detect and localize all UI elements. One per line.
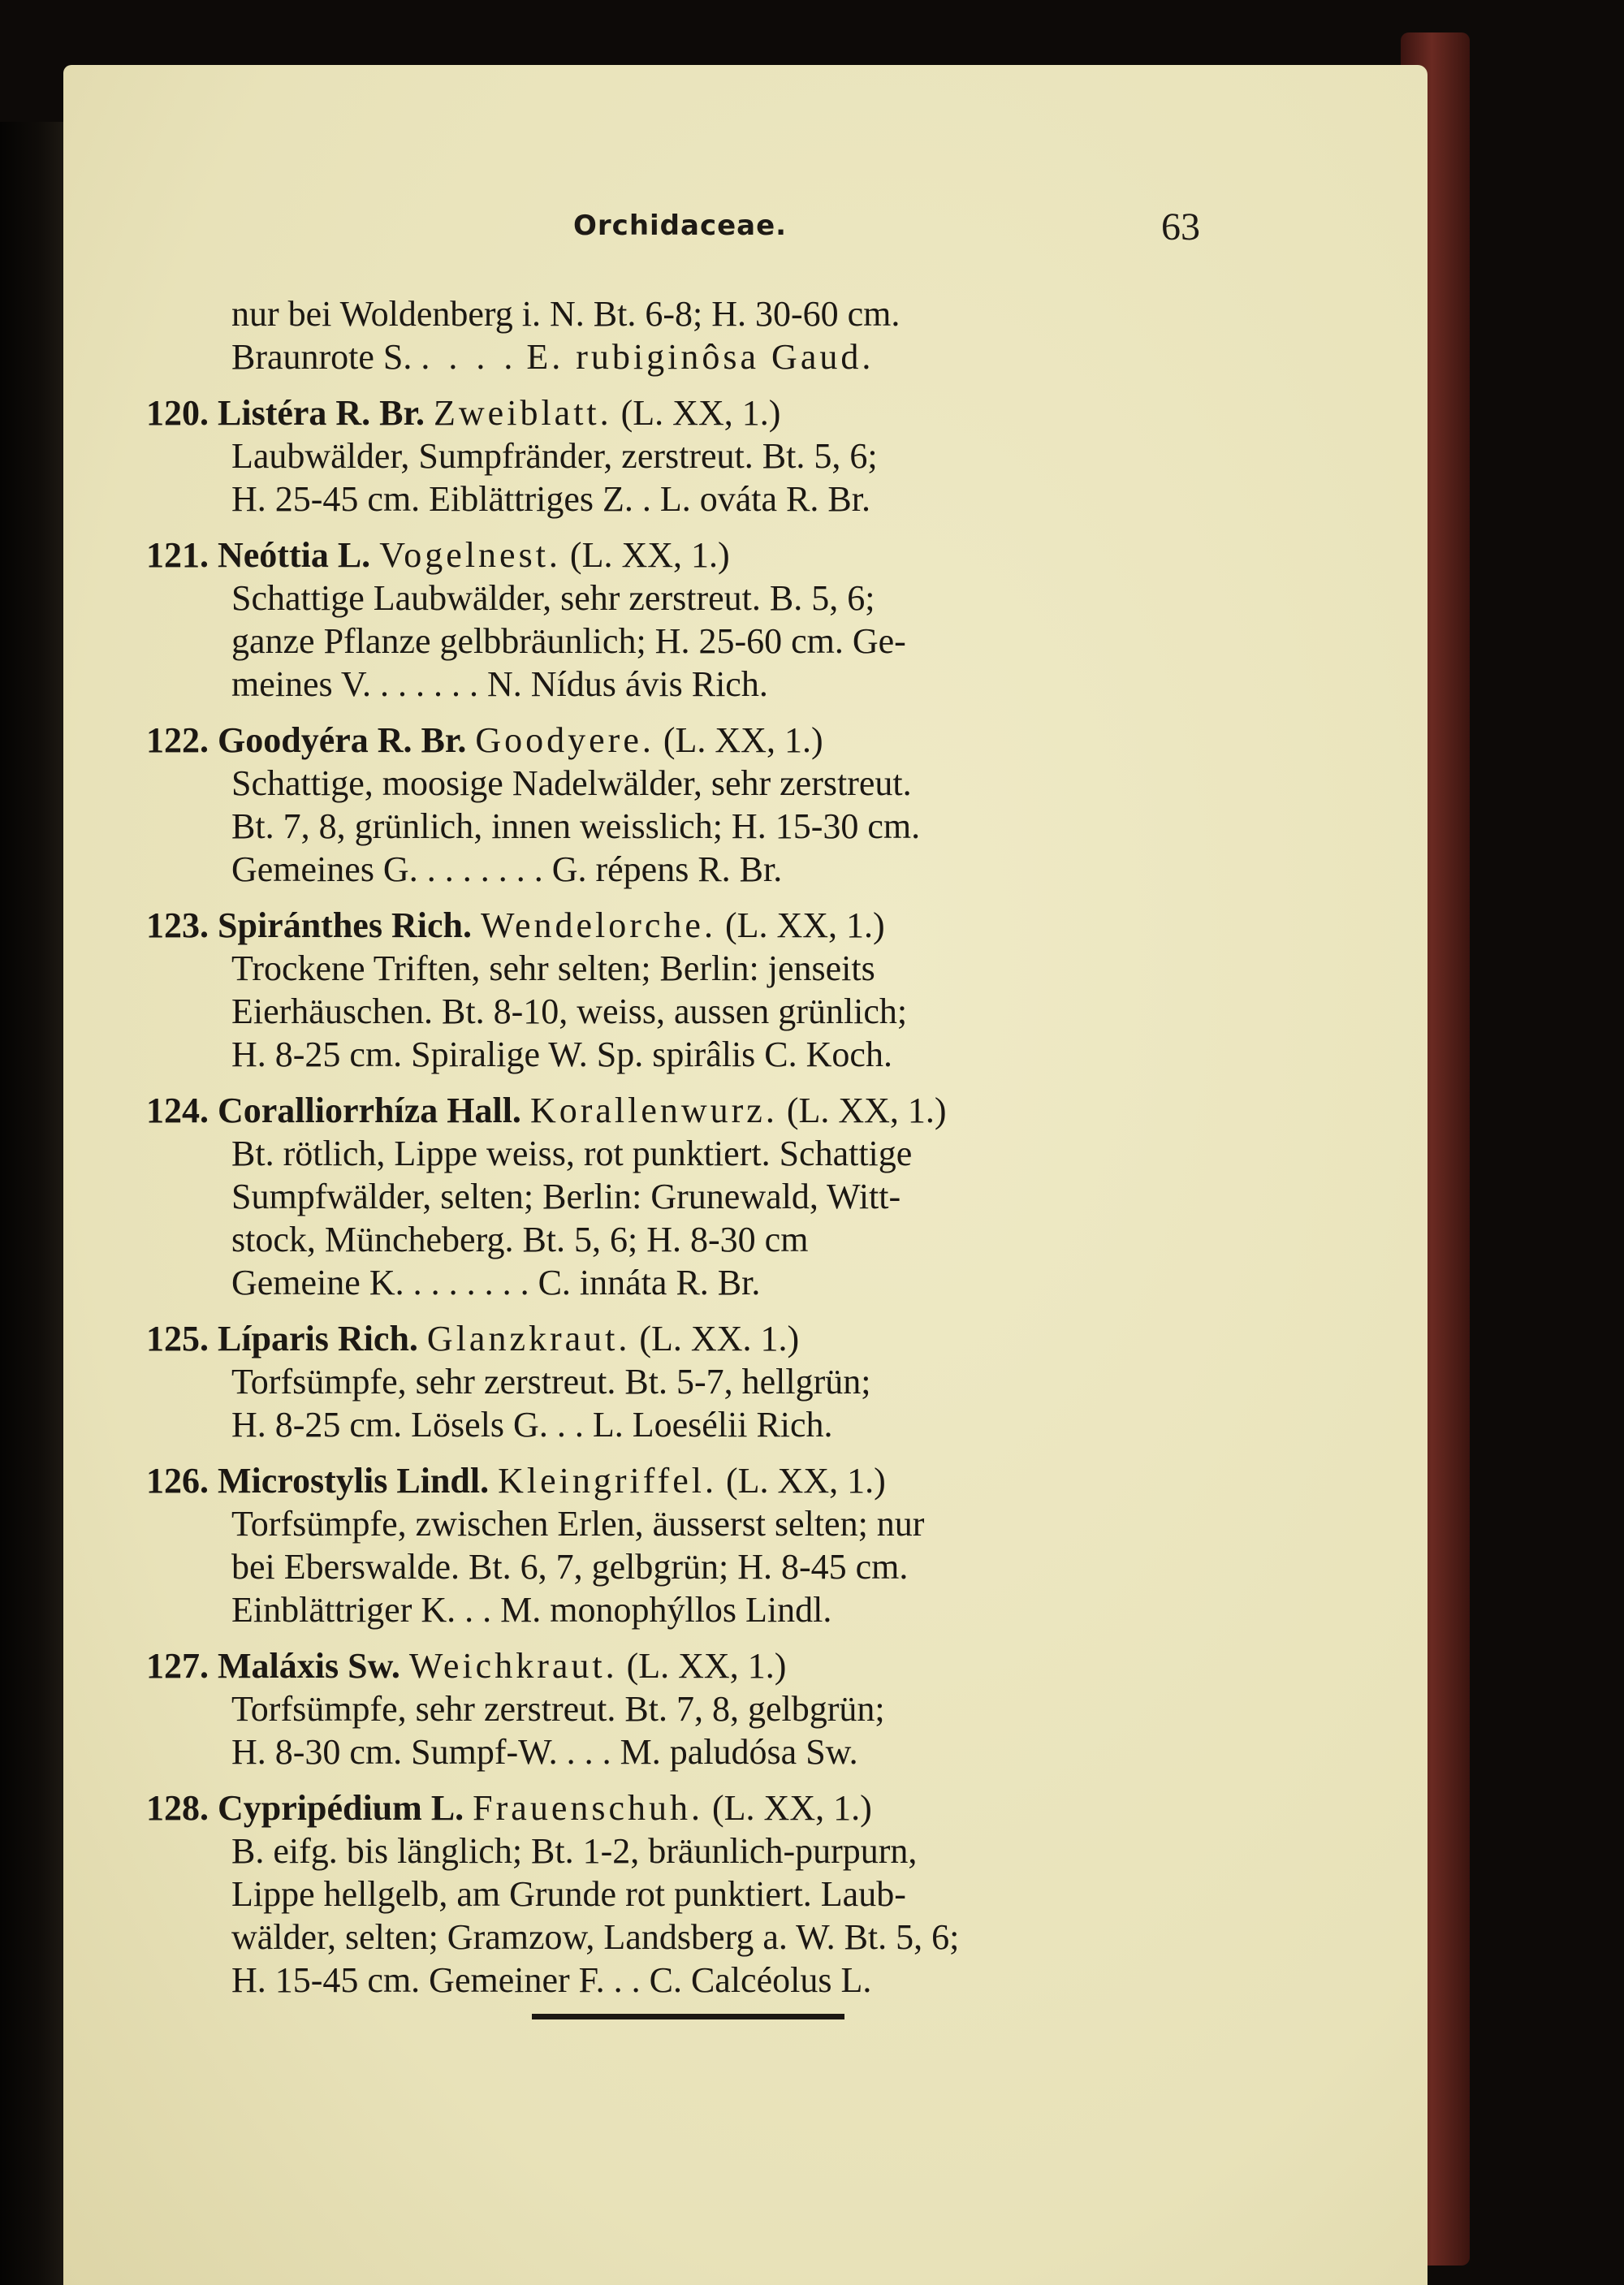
common-name: Braunrote S. <box>231 337 412 377</box>
genus-name: Cypripédium L. <box>218 1788 464 1828</box>
text-line: H. 25-45 cm. Eiblättriges Z. . L. ováta R. Br. <box>231 479 870 519</box>
genus-name: Microstylis Lindl. <box>218 1461 490 1501</box>
running-header <box>63 205 1427 258</box>
common-name: Wendelorche. <box>480 905 716 945</box>
common-name: Kleingriffel. <box>498 1461 718 1501</box>
entry-heading <box>146 533 1234 577</box>
entry-number: 128. <box>146 1788 209 1828</box>
linnaeus-ref: (L. XX, 1.) <box>712 1788 872 1828</box>
text-line: Laubwälder, Sumpfränder, zerstreut. Bt. 5, 6; <box>231 436 878 476</box>
linnaeus-ref: (L. XX, 1.) <box>724 905 885 945</box>
genus-name: Spiránthes Rich. <box>218 905 472 945</box>
entry-heading <box>146 1644 1234 1687</box>
text-line: Gemeine K. . . . . . . . C. innáta R. Br. <box>231 1263 761 1302</box>
book-gutter <box>0 122 63 2285</box>
entry-list <box>146 391 1234 2002</box>
entry-heading <box>146 1317 1234 1360</box>
common-name: Goodyere. <box>475 720 654 760</box>
genus-name: Listéra R. Br. <box>218 393 425 433</box>
common-name: Glanzkraut. <box>426 1319 631 1358</box>
species-entry <box>146 1459 1234 1631</box>
text-line: Lippe hellgelb, am Grunde rot punktiert. Laub- <box>231 1874 906 1914</box>
entry-heading <box>146 1089 1234 1132</box>
common-name: Weichkraut. <box>408 1646 618 1686</box>
entry-heading <box>146 1786 1234 1829</box>
common-name: Korallenwurz. <box>529 1091 778 1130</box>
genus-name: Neóttia L. <box>218 535 371 575</box>
species-entry <box>146 719 1234 891</box>
entry-heading <box>146 904 1234 947</box>
leader-dots: . . . . <box>421 337 518 377</box>
entry-heading <box>146 391 1234 434</box>
page-number: 63 <box>1161 205 1200 248</box>
common-name: Frauenschuh. <box>473 1788 704 1828</box>
entry-number: 122. <box>146 720 209 760</box>
species-entry <box>146 1089 1234 1304</box>
linnaeus-ref: (L. XX, 1.) <box>663 720 823 760</box>
species-entry <box>146 1786 1234 2002</box>
text-line: Schattige, moosige Nadelwälder, sehr zerstreut. <box>231 763 912 803</box>
entry-number: 123. <box>146 905 209 945</box>
text-line: stock, Müncheberg. Bt. 5, 6; H. 8-30 cm <box>231 1220 809 1259</box>
linnaeus-ref: (L. XX, 1.) <box>626 1646 787 1686</box>
common-name: Vogelnest. <box>379 535 561 575</box>
text-line: Gemeines G. . . . . . . . G. répens R. Br. <box>231 849 783 889</box>
text-line: Torfsümpfe, sehr zerstreut. Bt. 5-7, hellgrün; <box>231 1362 871 1402</box>
text-line: Torfsümpfe, zwischen Erlen, äusserst selten; nur <box>231 1504 925 1544</box>
linnaeus-ref: (L. XX, 1.) <box>569 535 730 575</box>
text-line: H. 8-25 cm. Spiralige W. Sp. spirâlis C. Koch. <box>231 1035 892 1074</box>
entry-number: 125. <box>146 1319 209 1358</box>
text-line: nur bei Woldenberg i. N. Bt. 6-8; H. 30-60 cm. <box>231 294 901 334</box>
linnaeus-ref: (L. XX, 1.) <box>620 393 781 433</box>
linnaeus-ref: (L. XX. 1.) <box>639 1319 800 1358</box>
entry-heading <box>146 719 1234 762</box>
species-name: E. rubiginôsa Gaud. <box>526 337 875 377</box>
genus-name: Goodyéra R. Br. <box>218 720 467 760</box>
genus-name: Maláxis Sw. <box>218 1646 400 1686</box>
header-title: Orchidaceae. <box>573 209 788 242</box>
common-name: Zweiblatt. <box>434 393 612 433</box>
linnaeus-ref: (L. XX, 1.) <box>726 1461 886 1501</box>
text-line: Sumpfwälder, selten; Berlin: Grunewald, Witt- <box>231 1177 901 1216</box>
genus-name: Coralliorrhíza Hall. <box>218 1091 521 1130</box>
text-line: Bt. 7, 8, grünlich, innen weisslich; H. 15-30 cm. <box>231 806 921 846</box>
text-line: ganze Pflanze gelbbräunlich; H. 25-60 cm. Ge- <box>231 621 906 661</box>
linnaeus-ref: (L. XX, 1.) <box>786 1091 947 1130</box>
text-line: Eierhäuschen. Bt. 8-10, weiss, aussen grünlich; <box>231 991 908 1031</box>
entry-number: 127. <box>146 1646 209 1686</box>
text-line <box>146 335 1234 378</box>
species-entry <box>146 1317 1234 1446</box>
text-line: bei Eberswalde. Bt. 6, 7, gelbgrün; H. 8-45 cm. <box>231 1547 909 1587</box>
text-line: B. eifg. bis länglich; Bt. 1-2, bräunlich-purpurn, <box>231 1831 918 1871</box>
text-line: Bt. rötlich, Lippe weiss, rot punktiert. Schattige <box>231 1134 913 1173</box>
text-line: Schattige Laubwälder, sehr zerstreut. B. 5, 6; <box>231 578 875 618</box>
text-line: H. 8-30 cm. Sumpf-W. . . . M. paludósa Sw. <box>231 1732 858 1772</box>
end-rule <box>532 2014 844 2019</box>
entry-number: 121. <box>146 535 209 575</box>
species-entry <box>146 1644 1234 1773</box>
text-line: H. 15-45 cm. Gemeiner F. . . C. Calcéolus L. <box>231 1960 872 2000</box>
entry-number: 126. <box>146 1461 209 1501</box>
entry-number: 124. <box>146 1091 209 1130</box>
entry-heading <box>146 1459 1234 1502</box>
page-body <box>146 292 1234 2002</box>
text-line: wälder, selten; Gramzow, Landsberg a. W. Bt. 5, 6; <box>231 1917 960 1957</box>
entry-number: 120. <box>146 393 209 433</box>
species-entry <box>146 391 1234 520</box>
species-entry <box>146 533 1234 706</box>
text-line: Trockene Triften, sehr selten; Berlin: jenseits <box>231 948 875 988</box>
text-line: Torfsümpfe, sehr zerstreut. Bt. 7, 8, gelbgrün; <box>231 1689 885 1729</box>
species-entry <box>146 904 1234 1076</box>
text-line: meines V. . . . . . . N. Nídus ávis Rich. <box>231 664 768 704</box>
text-line: Einblättriger K. . . M. monophýllos Lindl. <box>231 1590 832 1630</box>
text-line: H. 8-25 cm. Lösels G. . . L. Loesélii Rich. <box>231 1405 833 1445</box>
genus-name: Líparis Rich. <box>218 1319 418 1358</box>
